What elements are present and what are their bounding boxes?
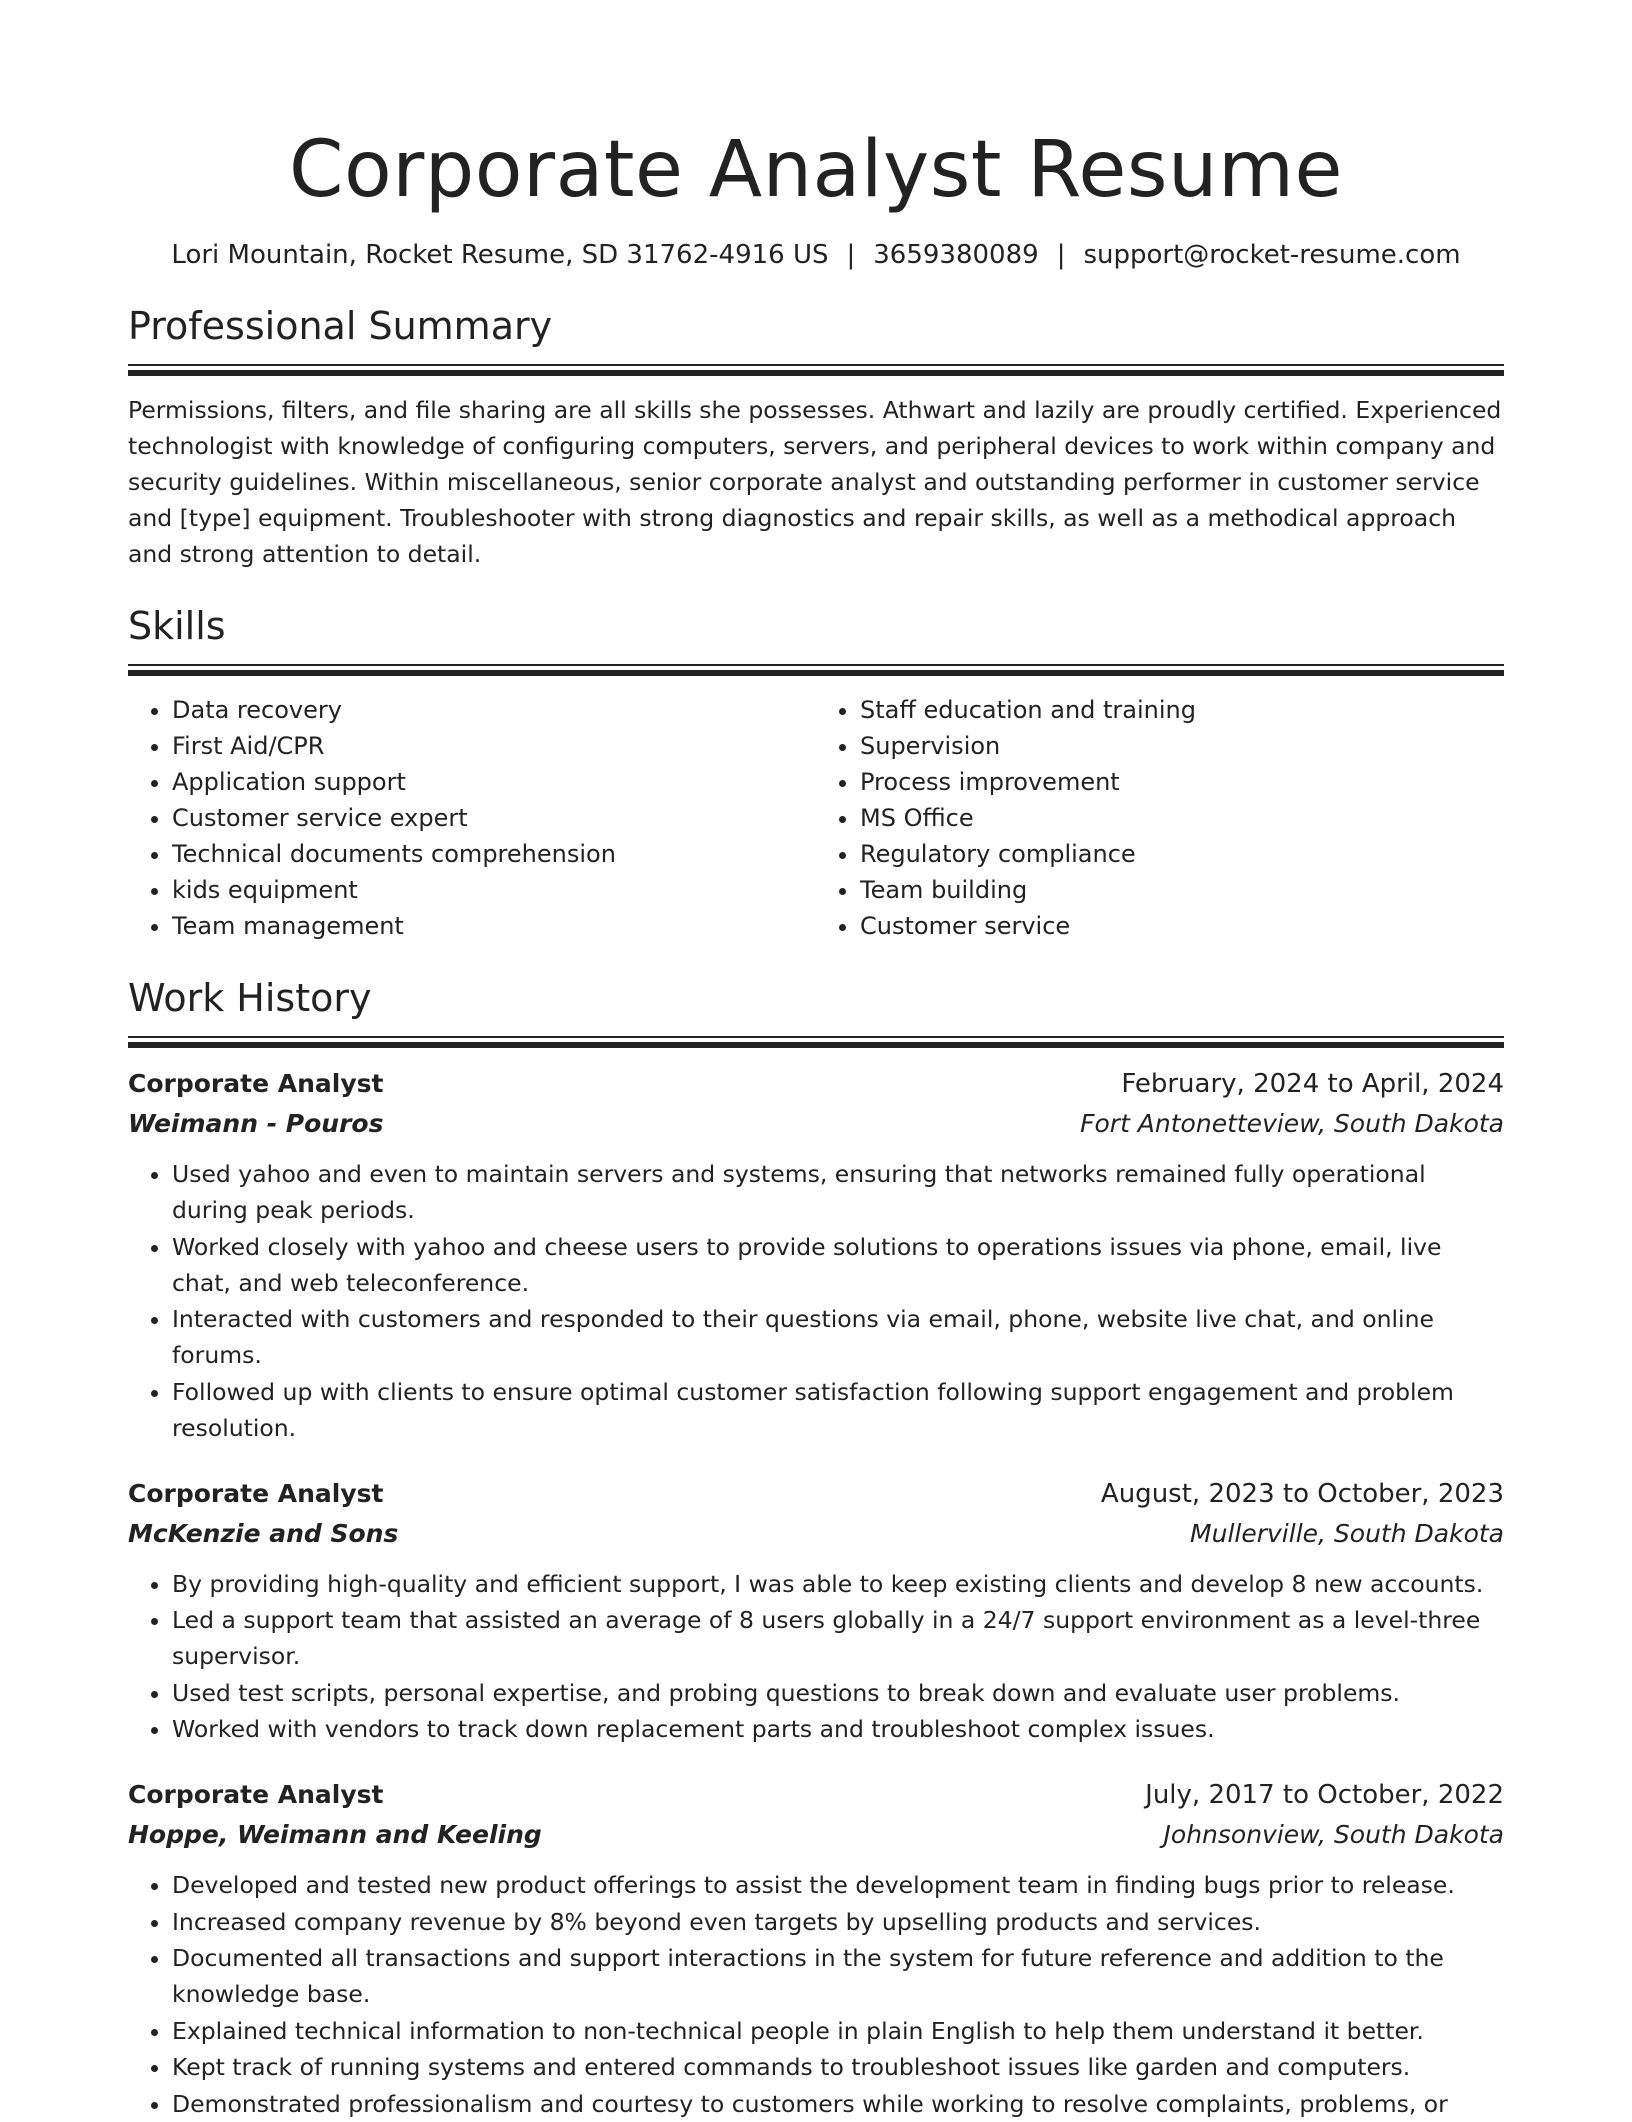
job-bullet: • Led a support team that assisted an average of 8 users globally in a 24/7 support environment as a level-three supervisor. <box>172 1602 1504 1674</box>
skill-item: • Data recovery <box>172 692 816 728</box>
job-bullet: • Documented all transactions and support interactions in the system for future reference and addition to the knowledge base. <box>172 1940 1504 2012</box>
skill-item: • kids equipment <box>172 872 816 908</box>
job-bullet: • Used yahoo and even to maintain servers and systems, ensuring that networks remained fully operational during peak periods. <box>172 1156 1504 1228</box>
skill-item: • MS Office <box>860 800 1504 836</box>
section-heading-summary: Professional Summary <box>128 304 553 348</box>
job-subheader <box>128 1514 1504 1554</box>
job-bullet: • Interacted with customers and responded to their questions via email, phone, website live chat, and online forums. <box>172 1301 1504 1373</box>
job-bullet: • Used test scripts, personal expertise, and probing questions to break down and evaluate user problems. <box>172 1675 1504 1711</box>
section-heading-skills: Skills <box>128 604 226 648</box>
job-dates: August, 2023 to October, 2023 <box>1100 1478 1504 1509</box>
summary-text: Permissions, filters, and file sharing are all skills she possesses. Athwart and lazily are proudly certified. Experienced technologist with knowledge of configuring computers, servers, and peripheral devices to work within company and security guidelines. Within miscellaneous, senior corporate analyst and outstanding performer in customer service and [type] equipment. Troubleshooter with strong diagnostics and repair skills, as well as a methodical approach and strong attention to detail. <box>128 396 1502 568</box>
job-header <box>128 1775 1504 1815</box>
job-bullet: • Demonstrated professionalism and courtesy to customers while working to resolve complaints, problems, or <box>172 2086 1504 2122</box>
skill-item: • First Aid/CPR <box>172 728 816 764</box>
skill-item: • Regulatory compliance <box>860 836 1504 872</box>
skills-section <box>128 602 1504 944</box>
contact-line <box>128 238 1504 272</box>
skill-item: • Process improvement <box>860 764 1504 800</box>
job-bullet: • Worked closely with yahoo and cheese users to provide solutions to operations issues via phone, email, live chat, and web teleconference. <box>172 1229 1504 1301</box>
section-divider <box>128 664 1504 676</box>
job-header <box>128 1474 1504 1514</box>
resume-page <box>128 0 1504 2122</box>
job-subheader <box>128 1104 1504 1144</box>
contact-separator: | <box>846 240 856 270</box>
job-location: Johnsonview, South Dakota <box>1163 1820 1504 1849</box>
skill-item: • Customer service expert <box>172 800 816 836</box>
skills-list-left <box>128 692 816 944</box>
job-company: McKenzie and Sons <box>128 1518 399 1548</box>
job-bullet: • Kept track of running systems and entered commands to troubleshoot issues like garden and computers. <box>172 2049 1504 2085</box>
job-company: Hoppe, Weimann and Keeling <box>128 1820 542 1849</box>
contact-separator: | <box>1056 240 1066 270</box>
contact-email: support@rocket-resume.com <box>1083 240 1461 270</box>
job-bullets <box>128 1156 1504 1446</box>
job-entry <box>128 1474 1504 1748</box>
job-bullet: • By providing high-quality and efficient support, I was able to keep existing clients and develop 8 new accounts. <box>172 1566 1504 1602</box>
job-subheader <box>128 1815 1504 1855</box>
work-history-section <box>128 974 1504 2122</box>
job-title: Corporate Analyst <box>128 1780 384 1809</box>
job-bullets <box>128 1566 1504 1748</box>
skills-columns <box>128 692 1504 944</box>
job-bullet: • Followed up with clients to ensure optimal customer satisfaction following support engagement and problem resolution. <box>172 1374 1504 1446</box>
contact-address: Lori Mountain, Rocket Resume, SD 31762-4916 US <box>171 240 829 270</box>
job-dates: February, 2024 to April, 2024 <box>1121 1069 1504 1099</box>
section-divider <box>128 1036 1504 1048</box>
job-header <box>128 1064 1504 1104</box>
job-company: Weimann - Pouros <box>128 1109 384 1138</box>
contact-phone: 3659380089 <box>873 240 1039 270</box>
skills-list-right <box>816 692 1504 944</box>
job-dates: July, 2017 to October, 2022 <box>1145 1780 1504 1810</box>
skill-item: • Team management <box>172 908 816 944</box>
job-bullets <box>128 1867 1504 2122</box>
job-location: Fort Antonetteview, South Dakota <box>1080 1109 1504 1138</box>
skill-item: • Application support <box>172 764 816 800</box>
job-bullet: • Developed and tested new product offerings to assist the development team in finding bugs prior to release. <box>172 1867 1504 1903</box>
skill-item: • Technical documents comprehension <box>172 836 816 872</box>
job-bullet: • Increased company revenue by 8% beyond even targets by upselling products and services. <box>172 1904 1504 1940</box>
skill-item: • Staff education and training <box>860 692 1504 728</box>
summary-section <box>128 302 1504 572</box>
skill-item: • Supervision <box>860 728 1504 764</box>
section-heading-work-history: Work History <box>128 976 372 1020</box>
skill-item: • Customer service <box>860 908 1504 944</box>
job-title: Corporate Analyst <box>128 1069 384 1098</box>
skill-item: • Team building <box>860 872 1504 908</box>
job-entry <box>128 1775 1504 2122</box>
job-bullet: • Worked with vendors to track down replacement parts and troubleshoot complex issues. <box>172 1711 1504 1747</box>
job-entry <box>128 1064 1504 1446</box>
job-title: Corporate Analyst <box>128 1478 384 1508</box>
job-bullet: • Explained technical information to non-technical people in plain English to help them understand it better. <box>172 2013 1504 2049</box>
job-location: Mullerville, South Dakota <box>1190 1518 1504 1548</box>
resume-title: Corporate Analyst Resume <box>289 125 1343 215</box>
section-divider <box>128 364 1504 376</box>
